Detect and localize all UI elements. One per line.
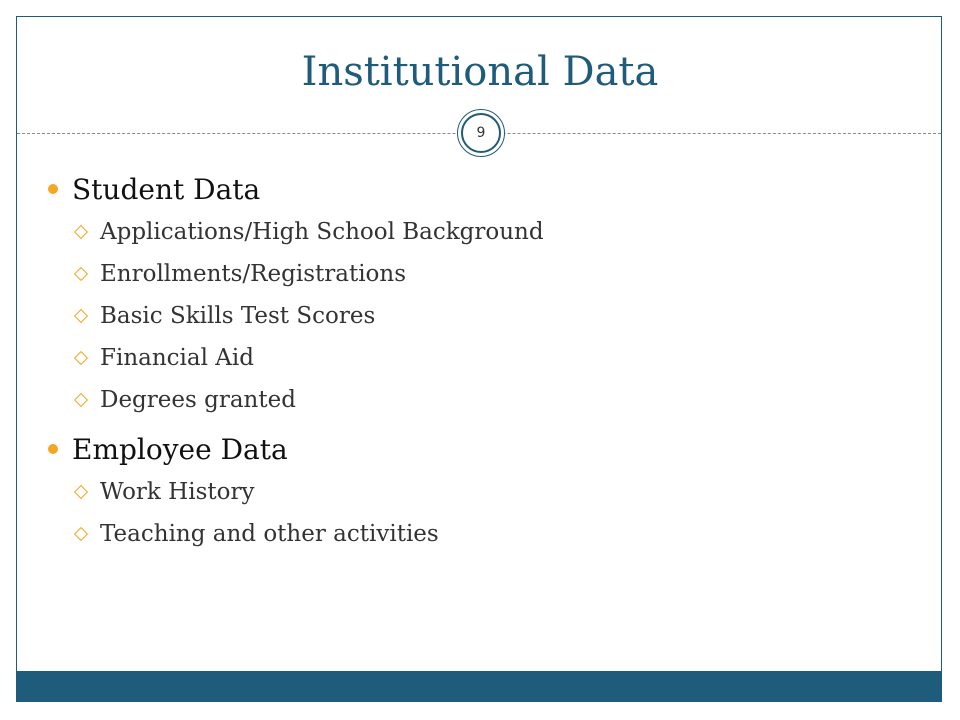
section-heading xyxy=(48,167,908,211)
bullet-dot-icon xyxy=(48,444,58,454)
list-item xyxy=(48,379,908,421)
list-item-label: Basic Skills Test Scores xyxy=(100,303,376,329)
section-heading xyxy=(48,427,908,471)
section-heading-label: Employee Data xyxy=(72,432,288,466)
list-item-label: Applications/High School Background xyxy=(100,219,544,245)
section-student-data xyxy=(48,167,908,421)
diamond-bullet-icon xyxy=(74,485,88,499)
list-item-label: Work History xyxy=(100,479,255,505)
diamond-bullet-icon xyxy=(74,527,88,541)
list-item xyxy=(48,337,908,379)
list-item-label: Enrollments/Registrations xyxy=(100,261,407,287)
list-item xyxy=(48,513,908,555)
slide-number: 9 xyxy=(461,113,501,153)
list-item xyxy=(48,253,908,295)
diamond-bullet-icon xyxy=(74,267,88,281)
slide-number-badge xyxy=(457,109,505,157)
list-item xyxy=(48,211,908,253)
section-employee-data xyxy=(48,427,908,555)
slide-title: Institutional Data xyxy=(301,49,659,95)
diamond-bullet-icon xyxy=(74,393,88,407)
list-item-label: Financial Aid xyxy=(100,345,254,371)
diamond-bullet-icon xyxy=(74,225,88,239)
list-item xyxy=(48,295,908,337)
diamond-bullet-icon xyxy=(74,351,88,365)
list-item-label: Degrees granted xyxy=(100,387,296,413)
footer-bar xyxy=(17,671,942,702)
diamond-bullet-icon xyxy=(74,309,88,323)
bullet-list xyxy=(48,167,908,555)
bullet-dot-icon xyxy=(48,184,58,194)
list-item xyxy=(48,471,908,513)
section-heading-label: Student Data xyxy=(72,172,261,206)
list-item-label: Teaching and other activities xyxy=(100,521,439,547)
